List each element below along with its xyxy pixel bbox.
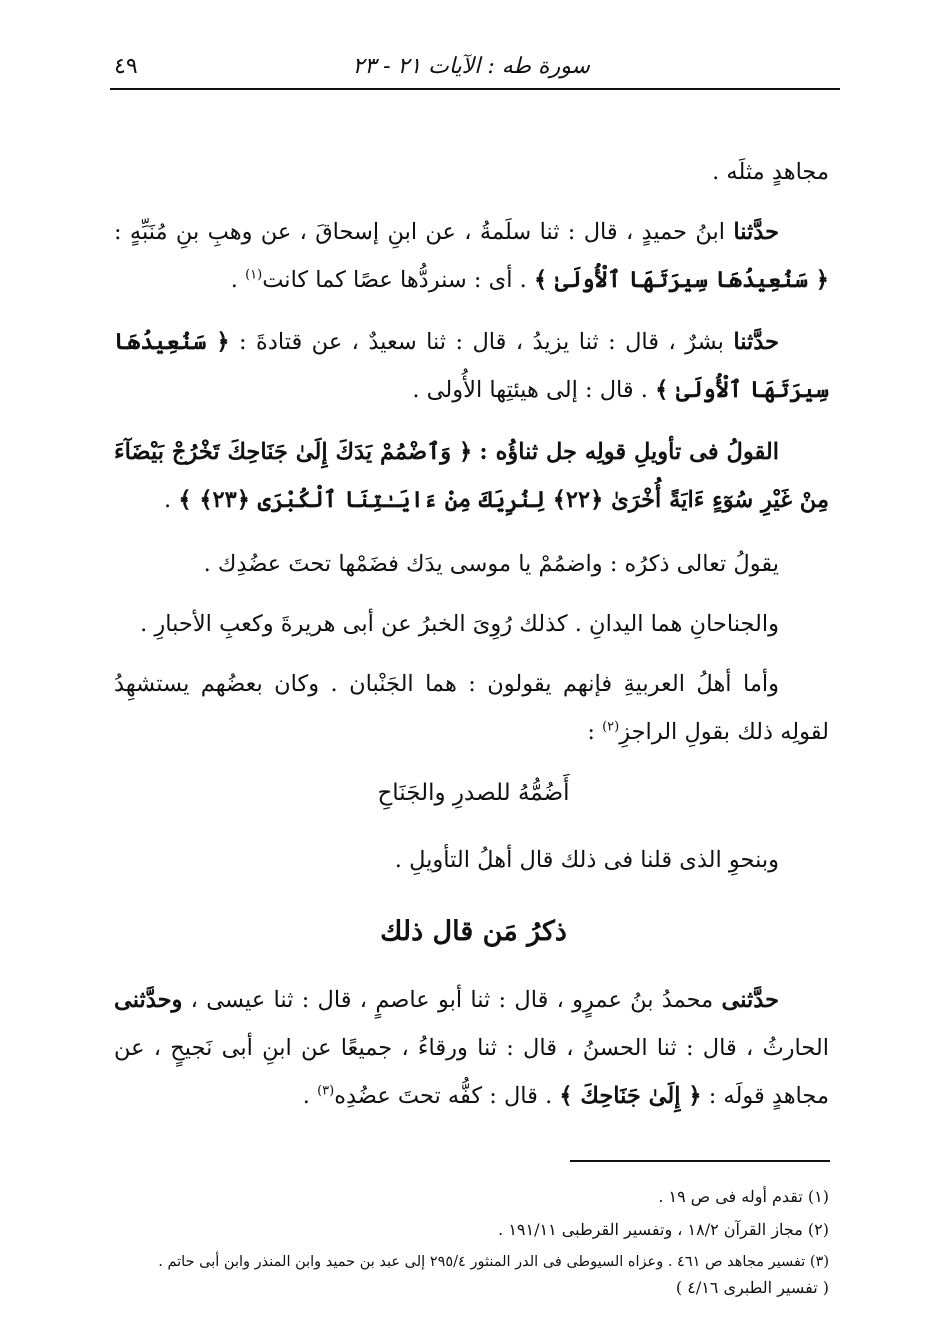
paragraph-text: مجاهدٍ مثلَه . <box>712 159 829 185</box>
paragraph-2 <box>114 208 829 304</box>
paragraph-6 <box>114 600 829 648</box>
paragraph-3 <box>114 318 829 414</box>
paragraph-end: : <box>587 719 595 745</box>
paragraph-9 <box>114 976 829 1120</box>
paragraph-text: . أى : سنردُّها عصًا كما كانت <box>262 267 527 293</box>
narration-lead-second: وحدَّثنى <box>114 987 183 1013</box>
paragraph-text: وبنحوِ الذى قلنا فى ذلك قال أهلُ التأويلِ . <box>394 847 779 873</box>
quran-quote: ﴿ إِلَىٰ جَنَاحِكَ ﴾ <box>559 1083 702 1109</box>
narration-lead: حدَّثنى <box>721 987 780 1013</box>
footnote-ref: (١) <box>245 267 263 283</box>
paragraph-text: يقولُ تعالى ذكرُه : واضمُمْ يا موسى يدَك فضَمْها تحتَ عضُدِك . <box>203 551 779 577</box>
section-heading: ذكرُ مَن قال ذلك <box>380 916 567 947</box>
header-title: سورة طه : الآيات ٢١ - ٢٣ <box>352 54 590 79</box>
footnote-3: (٣) تفسير مجاهد ص ٤٦١ . وعزاه السيوطى فى الدر المنثور ٢٩٥/٤ إلى عبد بن حميد وابن المنذر وابن أبى حاتم . <box>158 1254 829 1270</box>
paragraph-4 <box>114 428 829 524</box>
narration-lead: حدَّثنا <box>733 329 779 355</box>
quran-quote: ﴿ سَنُعِيدُهَا سِيرَتَهَا ٱلْأُولَىٰ ﴾ <box>533 267 829 293</box>
poetry-verse: أَضُمُّهُ للصدرِ والجَنَاحِ <box>377 780 570 806</box>
paragraph-text: والجناحانِ هما اليدانِ . كذلك رُوِىَ الخبرُ عن أبى هريرةَ وكعبِ الأحبارِ . <box>140 611 779 637</box>
footnote-1: (١) تقدم أوله فى ص ١٩ . <box>658 1187 829 1206</box>
footnote-2: (٢) مجاز القرآن ١٨/٢ ، وتفسير القرطبى ١٩١/١١ . <box>498 1220 829 1239</box>
footnote-page-ref: ( تفسير الطبرى ٤/١٦ ) <box>675 1278 829 1297</box>
quran-quote: ﴿ وَٱضْمُمْ يَدَكَ إِلَىٰ جَنَاحِكَ تَخْرُجْ بَيْضَآءَ مِنْ غَيْرِ سُوٓءٍ ءَايَةً أُخْرَىٰ ﴿٢٢﴾ لِنُرِيَكَ مِنْ ءَايَـٰتِنَا ٱلْكُبْرَى ﴿٢٣﴾ ﴾ <box>114 439 829 513</box>
paragraph-text: . قال : إلى هيئتِها الأُولى . <box>412 377 648 403</box>
paragraph-1 <box>114 148 829 196</box>
page-number: ٤٩ <box>114 54 138 79</box>
paragraph-text: الحارثُ ، قال : ثنا الحسنُ ، قال : ثنا ورقاءُ ، جميعًا عن ابنِ أبى نَجيحٍ ، عن مجاهدٍ قولَه : <box>114 1035 829 1109</box>
paragraph-text: ابنُ حميدٍ ، قال : ثنا سلَمةُ ، عن ابنِ إسحاقَ ، عن وهبِ بنِ مُنَبِّهٍ : <box>114 219 726 245</box>
paragraph-7 <box>114 660 829 756</box>
paragraph-end: . <box>164 487 172 513</box>
paragraph-text: . قال : كفُّه تحتَ عضُدِه <box>334 1083 553 1109</box>
paragraph-8 <box>114 836 829 884</box>
footnote-ref: (٢) <box>602 719 620 735</box>
footnote-divider <box>570 1160 830 1162</box>
paragraph-text: محمدُ بنُ عمرٍو ، قال : ثنا أبو عاصمٍ ، قال : ثنا عيسى ، <box>190 987 714 1013</box>
page-header <box>110 52 840 90</box>
narration-lead: حدَّثنا <box>733 219 780 245</box>
footnote-ref: (٣) <box>317 1083 335 1099</box>
footnotes <box>114 1180 829 1304</box>
paragraph-5 <box>114 540 829 588</box>
paragraph-text: وأما أهلُ العربيةِ فإنهم يقولون : هما الجَنْبان . وكان بعضُهم يستشهِدُ لقولِه ذلك بقولِ الراجزِ <box>114 671 829 745</box>
paragraph-end: . <box>230 267 238 293</box>
paragraph-end: . <box>302 1083 310 1109</box>
quran-quote: ﴿ سَنُعِيدُهَا سِيرَتَهَا ٱلْأُولَىٰ ﴾ <box>114 329 829 403</box>
section-lead: القولُ فى تأويلِ قولِه جل ثناؤُه : <box>479 439 779 465</box>
paragraph-text: بشرٌ ، قال : ثنا يزيدُ ، قال : ثنا سعيدٌ ، عن قتادةَ : <box>239 329 724 355</box>
